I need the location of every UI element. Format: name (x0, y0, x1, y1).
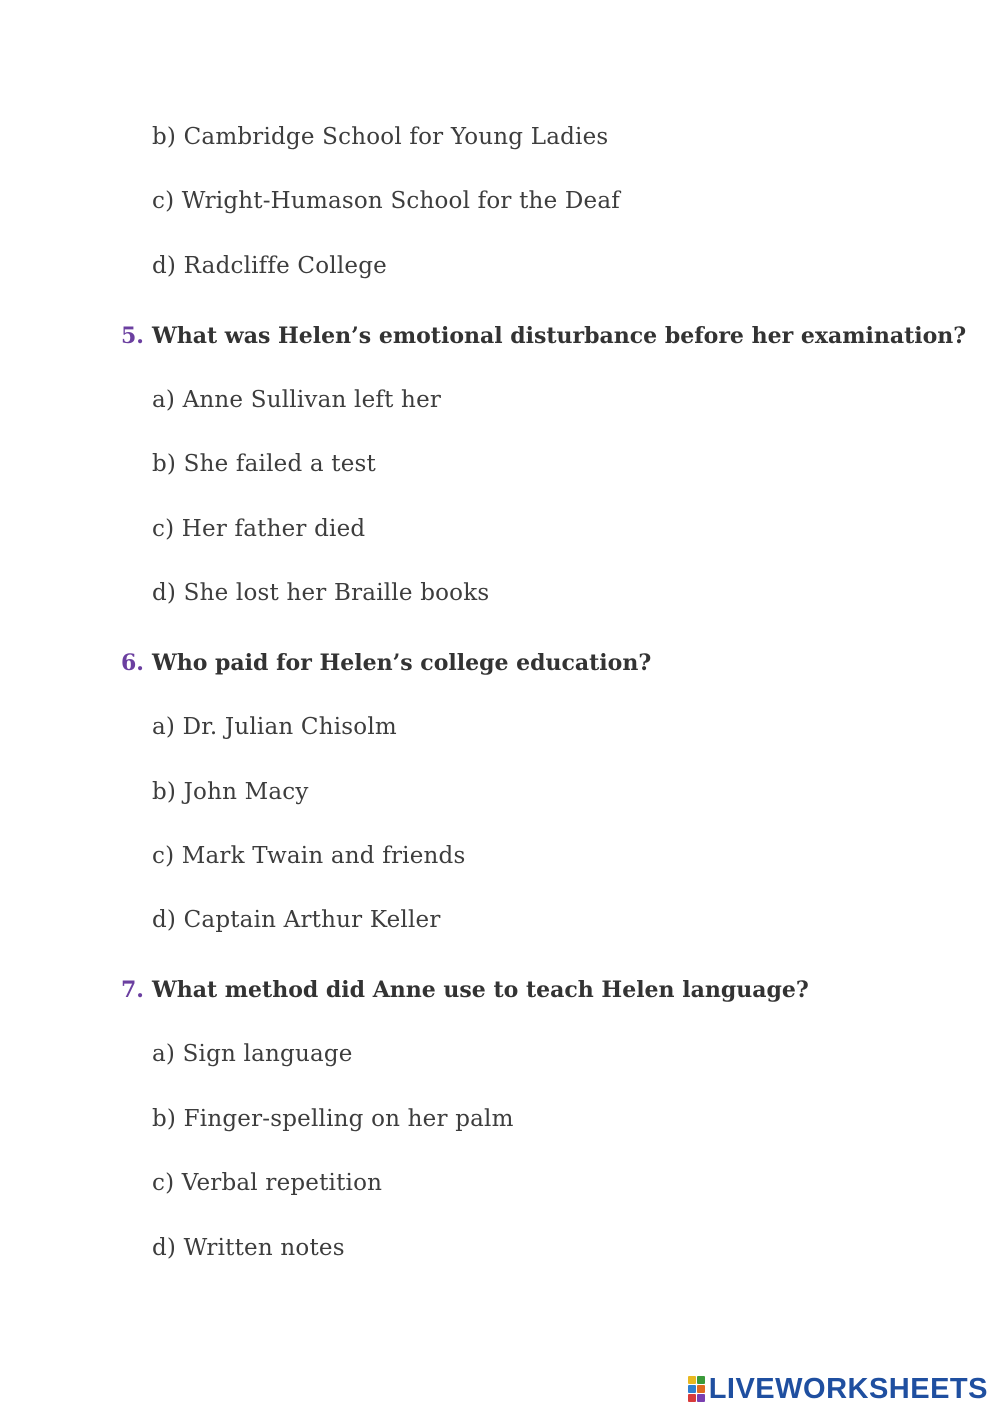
option-5d: d) She lost her Braille books (152, 580, 490, 606)
option-5c: c) Her father died (152, 516, 366, 542)
question-text: What was Helen’s emotional disturbance before her examination? (152, 323, 967, 349)
question-number: 6. (121, 650, 144, 676)
question-text: What method did Anne use to teach Helen language? (152, 977, 809, 1003)
option-7d: d) Written notes (152, 1235, 345, 1261)
option-6d: d) Captain Arthur Keller (152, 907, 441, 933)
option-4b: b) Cambridge School for Young Ladies (152, 124, 609, 150)
option-6c: c) Mark Twain and friends (152, 843, 466, 869)
option-4d: d) Radcliffe College (152, 253, 387, 279)
question-text: Who paid for Helen’s college education? (152, 650, 652, 676)
option-7a: a) Sign language (152, 1041, 353, 1067)
option-4c: c) Wright-Humason School for the Deaf (152, 188, 620, 214)
option-7c: c) Verbal repetition (152, 1170, 383, 1196)
question-number: 7. (121, 977, 144, 1003)
option-7b: b) Finger-spelling on her palm (152, 1106, 514, 1132)
question-number: 5. (121, 323, 144, 349)
option-6a: a) Dr. Julian Chisolm (152, 714, 397, 740)
option-5a: a) Anne Sullivan left her (152, 387, 442, 413)
option-6b: b) John Macy (152, 779, 309, 805)
option-5b: b) She failed a test (152, 451, 377, 477)
liveworksheets-logo-icon (688, 1376, 705, 1402)
liveworksheets-logo (688, 1374, 988, 1404)
logo-text: LIVEWORKSHEETS (708, 1372, 988, 1405)
